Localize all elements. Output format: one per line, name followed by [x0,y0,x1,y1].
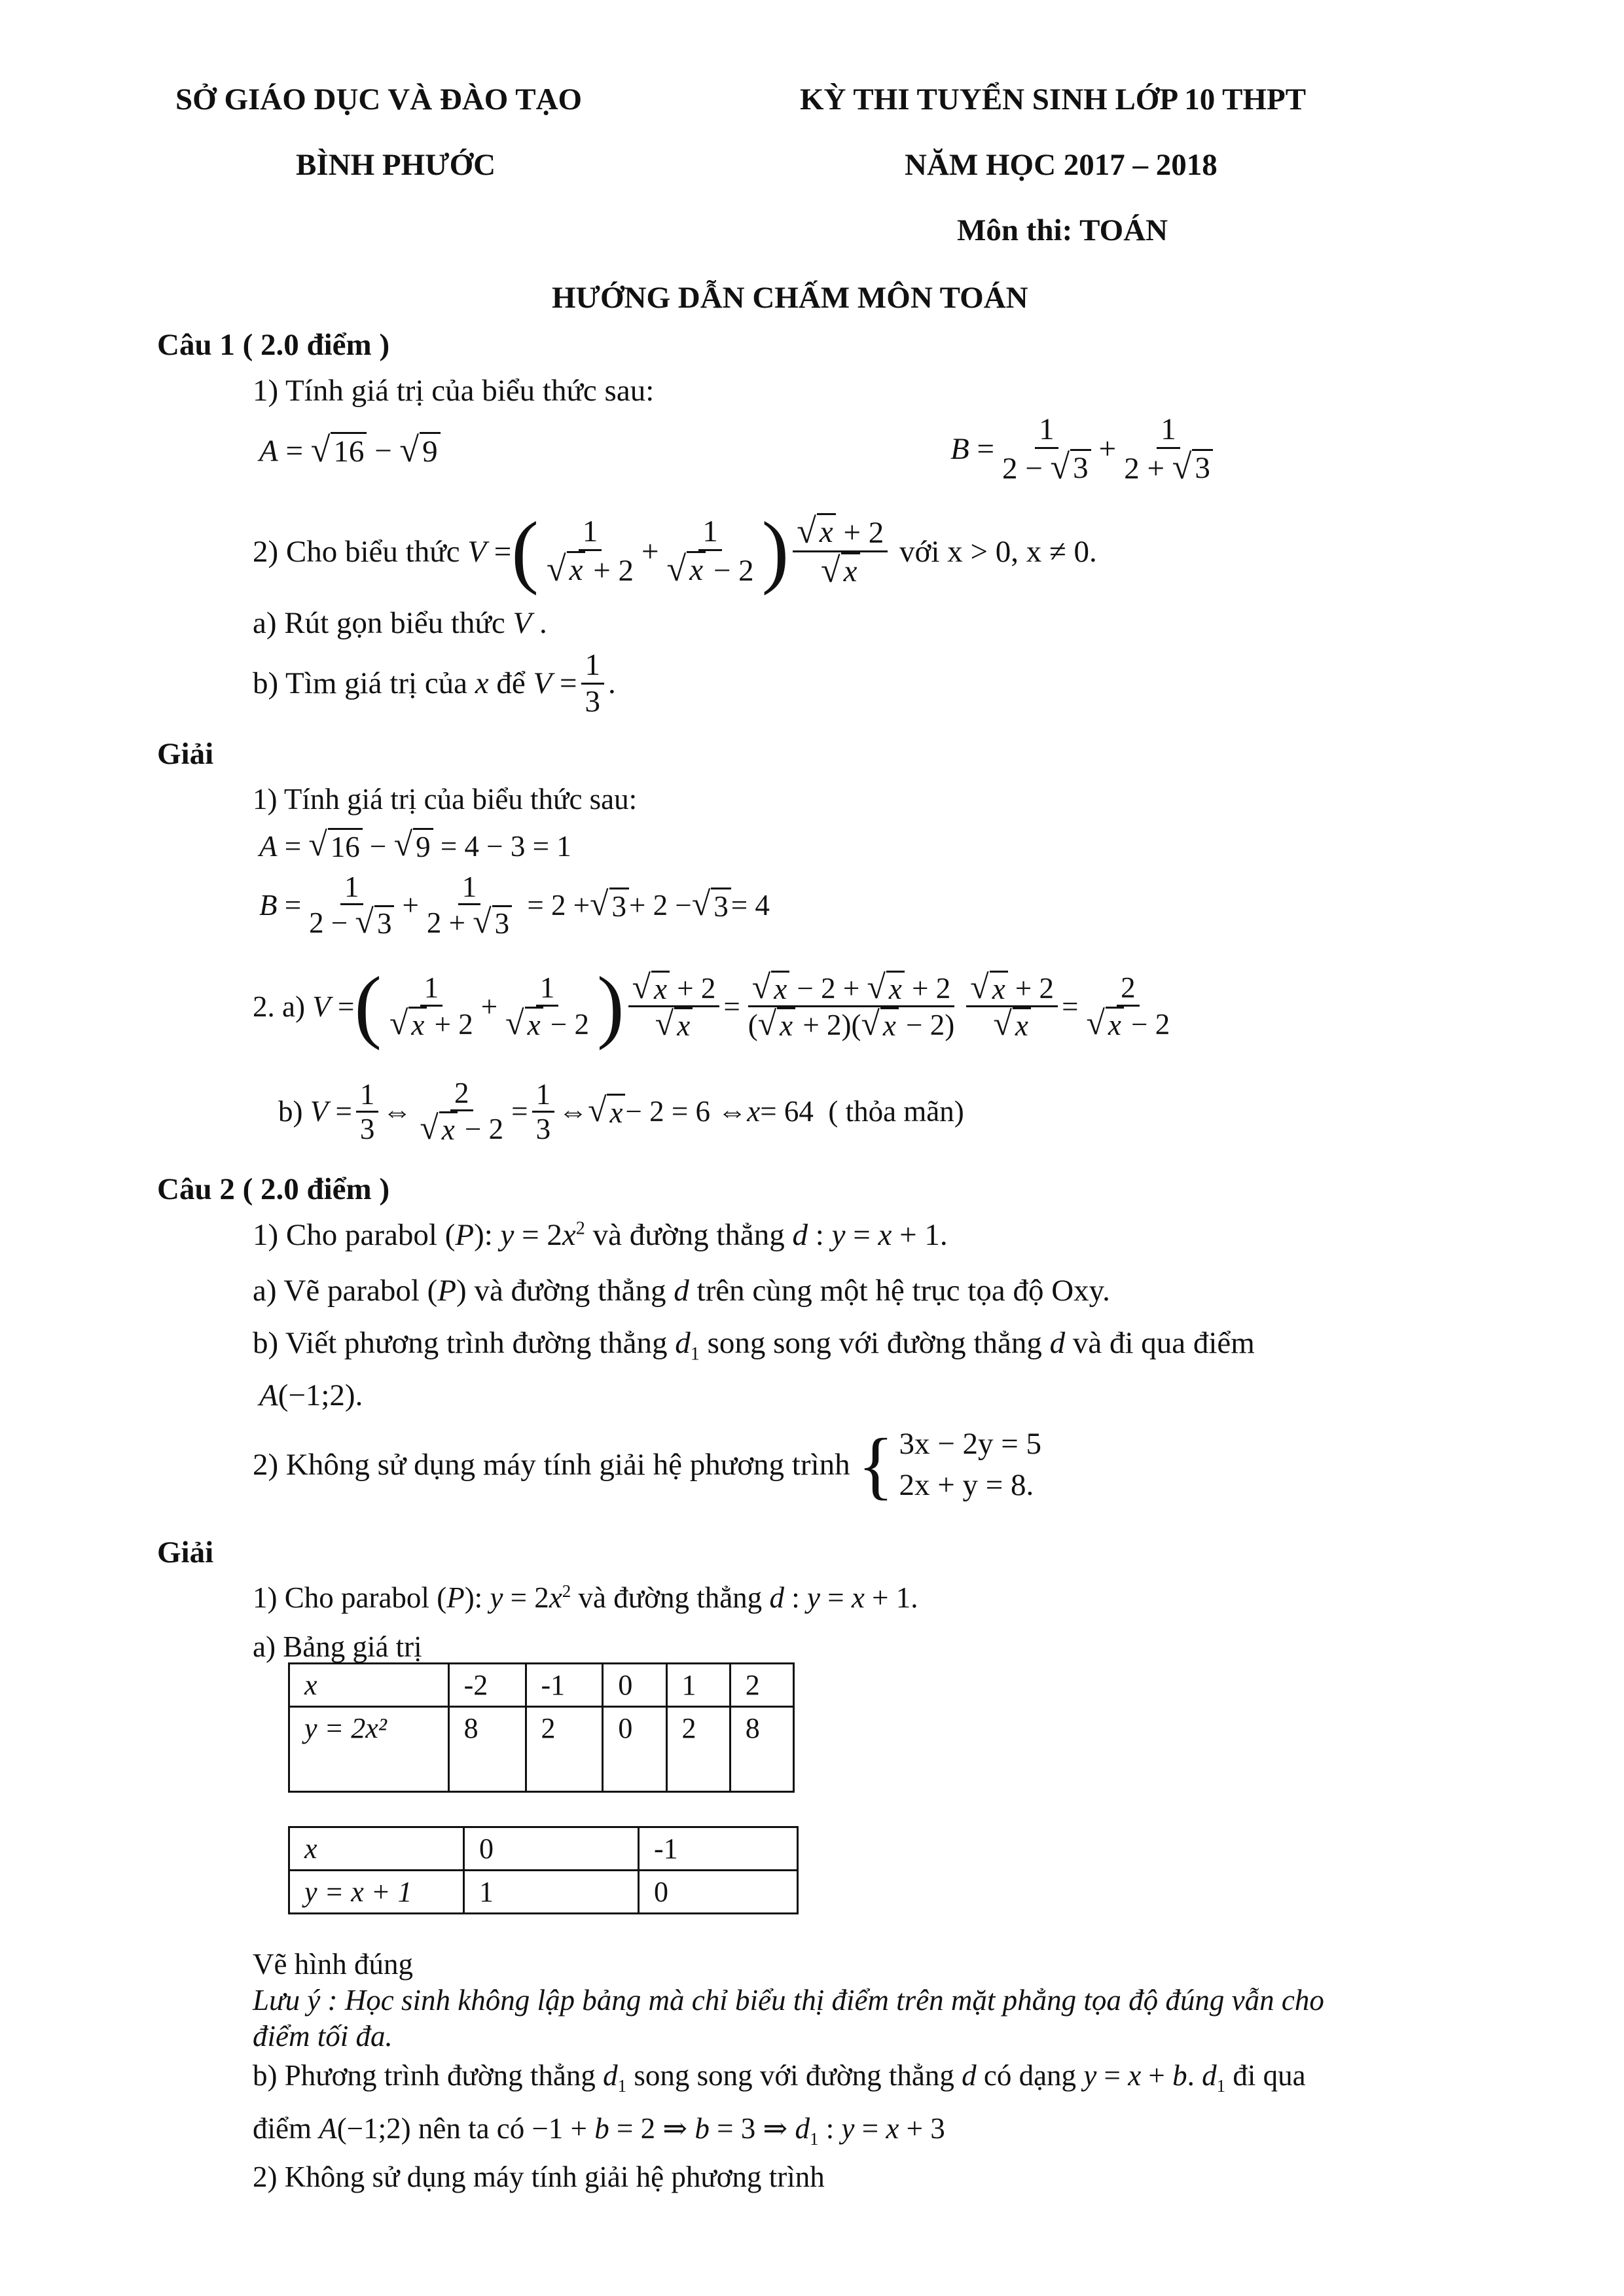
q2-sys-eq1: 3x − 2y = 5 [899,1427,1042,1461]
table-cell: 0 [639,1871,798,1914]
table-cell: 0 [464,1827,639,1871]
q2-sol-part1-mid: và đường thẳng [578,1581,763,1614]
table-cell: 2 [526,1707,603,1792]
q1-sol-2a-label: 2. a) [253,990,305,1023]
q1-part-b-prefix: b) Tìm giá trị của [253,666,468,701]
q2-draw-note: Vẽ hình đúng [253,1948,413,1981]
table-cell: 1 [464,1871,639,1914]
q2-part-a-suffix: trên cùng một hệ trục tọa độ [696,1274,1044,1308]
q1-heading: Câu 1 ( 2.0 điểm ) [157,328,390,362]
q2-table-label: a) Bảng giá trị [253,1630,422,1663]
q1-sol-2a: 2. a) V = ( 1 √ x + 2 + 1 √ x − 2 ) √ x + 2 √ x = √ x − 2 + √ x + 2 ( √ x + 2)( √ x − 2) √ x + 2 √ x = 2 √ x − 2 [253,961,1170,1051]
subject-value: : TOÁN [1062,213,1168,247]
q2-point-a: A(−1;2). [259,1378,363,1412]
table-row [289,1871,798,1914]
table-cell: 1 [666,1664,730,1707]
q2-part1-prefix: 1) Cho parabol [253,1218,437,1252]
q1-part2: 2) Cho biểu thức V = ( 1 √ x + 2 + 1 √ x − 2 ) √ x + 2 √ x với x > 0, x ≠ 0. [253,506,1097,596]
table-cell: 8 [730,1707,793,1792]
q1-expr-a: A = √ 16 − √ 9 [259,432,441,469]
table-cell: -1 [526,1664,603,1707]
q1-part2-cond: với x > 0, x ≠ 0. [899,534,1097,569]
q1-sol-2b: b) V = $\frac{1}{3}$ ⇔ 2 √ x − 2 = $\frac{1}{3}$ ⇔ √ x − 2 = 6 ⇔ x = 64 ( thỏa mãn) [278,1077,964,1147]
q2-note-line2: điểm tối đa. [253,2020,393,2053]
table-row [289,1707,794,1792]
q2-part2: 2) Không sử dụng máy tính giải hệ phương trình { 3x − 2y = 5 2x + y = 8. [253,1423,1042,1507]
q2-sol-b-end: đi qua [1233,2059,1306,2092]
q2-part-a: a) Vẽ parabol (P) và đường thẳng d trên cùng một hệ trục tọa độ Oxy. [253,1274,1110,1308]
q2-sol-b-form: có dạng [983,2059,1077,2092]
q2-part-b-prefix: b) Viết phương trình đường thẳng [253,1326,668,1360]
q2-part-b-mid: song song với đường thẳng [707,1326,1042,1360]
q2-sol-b-prefix: b) Phương trình đường thẳng [253,2059,596,2092]
q1-part-a-text: a) Rút gọn biểu thức [253,606,505,640]
q2-part-b: b) Viết phương trình đường thẳng $d_1$ song song với đường thẳng d và đi qua điểm [253,1326,1255,1365]
q1-sol-a: A = √ 16 − √ 9 = 4 − 3 = 1 [259,826,571,863]
exam-subject [957,213,1168,248]
q1-part-b-mid: để [496,666,526,701]
q1-part2-prefix: 2) Cho biểu thức [253,534,460,569]
q2-sol-b-line2-mid: nên ta có [418,2112,525,2145]
dept-name: SỞ GIÁO DỤC VÀ ĐÀO TẠO [175,82,583,117]
q1-expr-b: B = 1 2 − √ 3 + 1 2 + √ 3 [950,412,1221,486]
q2-part-a-prefix: a) Vẽ parabol [253,1274,420,1308]
q2-sol-b-mid: song song với đường thẳng [634,2059,954,2092]
school-year: NĂM HỌC 2017 – 2018 [905,148,1218,182]
q1-part-a: a) Rút gọn biểu thức V . [253,606,547,640]
table-cell: x [289,1827,464,1871]
value-table-line [288,1826,799,1914]
q2-sol-part2: 2) Không sử dụng máy tính giải hệ phương trình [253,2161,825,2193]
table-cell: x [289,1664,449,1707]
page-title: HƯỚNG DẪN CHẤM MÔN TOÁN [552,281,1028,315]
q2-sol-b-line2-prefix: điểm [253,2112,312,2145]
q1-sol-2b-note: ( thỏa mãn) [828,1095,964,1128]
q1-solution-heading: Giải [157,737,214,771]
q1-part1: 1) Tính giá trị của biểu thức sau: [253,374,655,408]
table-cell: -2 [448,1664,526,1707]
value-table-parabola [288,1662,795,1793]
q1-sol-part1: 1) Tính giá trị của biểu thức sau: [253,783,638,816]
q1-sol-b: B = 1 2 − √ 3 + 1 2 + √ 3 = 2 + √ 3 + 2 − √ 3 = 4 [259,870,770,941]
table-cell: 2 [666,1707,730,1792]
q2-part2-text: 2) Không sử dụng máy tính giải hệ phương trình [253,1448,850,1482]
table-row-label: y = x + 1 [289,1871,464,1914]
q2-heading: Câu 2 ( 2.0 điểm ) [157,1172,390,1206]
q2-note-line1: Lưu ý : Học sinh không lập bảng mà chỉ biểu thị điểm trên mặt phẳng tọa độ đúng vẫn cho [253,1984,1324,2017]
q1-part-b: b) Tìm giá trị của x để V = $\frac{1}{3}$ . [253,648,616,719]
q1-sol-2b-label: b) [278,1095,303,1128]
q2-sol-part1: 1) Cho parabol (P): $y = 2x^2$ và đường thẳng d : y = x + 1. [253,1581,918,1614]
table-cell: 2 [730,1664,793,1707]
table-cell: -1 [639,1827,798,1871]
subject-label: Môn thi [957,213,1062,247]
table-row [289,1827,798,1871]
province-name: BÌNH PHƯỚC [296,148,496,182]
q2-part-a-axis: Oxy [1051,1274,1103,1308]
table-row [289,1664,794,1707]
exam-title: KỲ THI TUYỂN SINH LỚP 10 THPT [800,82,1307,117]
table-row-label: y = 2x² [289,1707,449,1792]
table-cell: 0 [603,1707,666,1792]
table-cell: 0 [603,1664,666,1707]
q2-solution-heading: Giải [157,1535,214,1570]
q2-sol-part1-prefix: 1) Cho parabol [253,1581,429,1614]
q2-sol-b-line2: điểm A(−1;2) nên ta có −1 + b = 2 ⇒ b = 3 ⇒ $d_1$ : y = x + 3 [253,2112,945,2149]
q2-part1: 1) Cho parabol (P): $y = 2x^2$ và đường thẳng d : y = x + 1. [253,1218,948,1252]
q2-part1-mid: và đường thẳng [592,1218,785,1252]
q2-part-b-suffix: và đi qua điểm [1072,1326,1255,1360]
q2-part-a-mid: và đường thẳng [474,1274,666,1308]
table-cell: 8 [448,1707,526,1792]
q2-sol-b: b) Phương trình đường thẳng $d_1$ song song với đường thẳng d có dạng y = x + b. $d_1$ đi qua [253,2059,1306,2096]
q2-sys-eq2: 2x + y = 8. [899,1468,1034,1503]
